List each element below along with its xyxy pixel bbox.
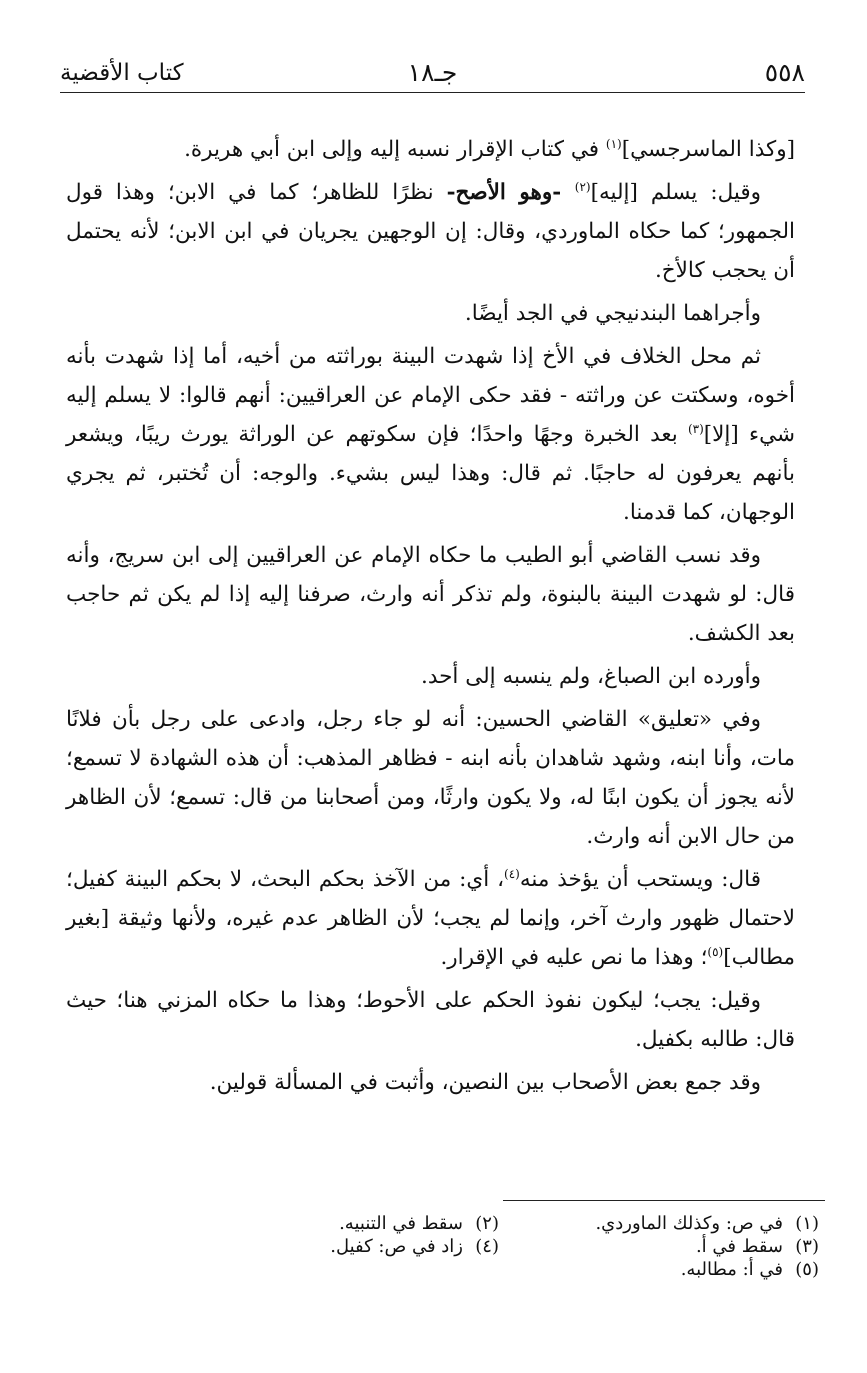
paragraph-3: وأجراهما البندنيجي في الجد أيضًا.: [464, 301, 761, 326]
footnote-ref-1: (١): [605, 136, 622, 151]
paragraph-7: وفي «تعليق» القاضي الحسين: أنه لو جاء رجل، وادعى على رجل بأن فلانًا مات، وأنا ابنه، وشهد شاهدان بأنه ابنه - فظاهر المذهب: أن هذه الشهادة لا تسمع؛ لأنه يجوز أن يكون ابنًا له، ولا يكون وارثًا، ومن أصحابنا من قال: تسمع؛ لأن الظاهر من حال الابن أنه وارث.: [66, 707, 795, 849]
footnote-ref-5: (٥): [707, 944, 724, 959]
footnote-row: [120, 1258, 819, 1281]
footnotes: [120, 1212, 819, 1281]
footnote-3: (٣)سقط في أ.: [695, 1236, 819, 1257]
paragraph-1: [وكذا الماسرجسي]$^{(١)}$ في كتاب الإقرار نسبه إليه وإلى ابن أبي هريرة.: [184, 136, 795, 162]
paragraph-5: وقد نسب القاضي أبو الطيب ما حكاه الإمام عن العراقيين إلى ابن سريج، وأنه قال: لو شهدت البينة بالبنوة، ولم تذكر أنه وارث، صرفنا إليه إذا لم يكن ثم حاجب بعد الكشف.: [66, 543, 795, 646]
paragraph-2: وقيل: يسلم [إليه]$^{(٢)}$ -وهو الأصح- نظرًا للظاهر؛ كما في الابن؛ وهذا قول الجمهور؛ كما حكاه الماوردي، وقال: إن الوجهين يجريان في ابن الابن؛ لأنه يحتمل أن يحجب كالأخ.: [66, 179, 795, 283]
footnote-ref-3: (٣): [687, 421, 704, 436]
paragraph-9: وقيل: يجب؛ ليكون نفوذ الحكم على الأحوط؛ وهذا ما حكاه المزني هنا؛ حيث قال: طالبه بكفيل.: [66, 988, 795, 1052]
footnote-4: (٤)زاد في ص: كفيل.: [330, 1236, 499, 1257]
footnote-row: [120, 1235, 819, 1258]
paragraph-10: وقد جمع بعض الأصحاب بين النصين، وأثبت في المسألة قولين.: [209, 1070, 761, 1095]
footnote-ref-2: (٢): [574, 179, 591, 194]
main-text: [66, 130, 795, 1106]
volume-label: جـ١٨: [407, 58, 458, 87]
book-title: كتاب الأقضية: [60, 60, 184, 86]
footnote-row: [120, 1212, 819, 1235]
paragraph-4: ثم محل الخلاف في الأخ إذا شهدت البينة بوراثته من أخيه، أما إذا شهدت بأنه أخوه، وسكتت عن وراثته - فقد حكى الإمام عن العراقيين: أنهم قالوا: لا يسلم إليه شيء [إلا]$^{(٣)}$ بعد الخبرة وجهًا واحدًا؛ فإن سكوتهم عن الوراثة يورث ريبًا، ويشعر بأنهم يعرفون له حاجبًا. ثم قال: وهذا ليس بشيء. والوجه: أن تُختبر، ثم يجري الوجهان، كما قدمنا.: [66, 344, 796, 525]
paragraph-8: قال: ويستحب أن يؤخذ منه$^{(٤)}$، أي: من الآخذ بحكم البحث، لا بحكم البينة كفيل؛ لاحتمال ظهور وارث آخر، وإنما لم يجب؛ لأن الظاهر عدم غيره، ولأنها وثيقة [بغير مطالب]$^{(٥)}$؛ وهذا ما نص عليه في الإقرار.: [66, 866, 795, 970]
footnote-divider: [503, 1200, 825, 1201]
footnote-1: (١)في ص: وكذلك الماوردي.: [595, 1213, 819, 1234]
footnote-5: (٥)في أ: مطالبه.: [680, 1259, 819, 1280]
running-header: [60, 52, 805, 93]
footnote-ref-4: (٤): [504, 866, 520, 881]
footnote-2: (٢)سقط في التنبيه.: [339, 1213, 499, 1234]
page-number: ٥٥٨: [764, 58, 805, 87]
paragraph-6: وأورده ابن الصباغ، ولم ينسبه إلى أحد.: [420, 664, 761, 689]
